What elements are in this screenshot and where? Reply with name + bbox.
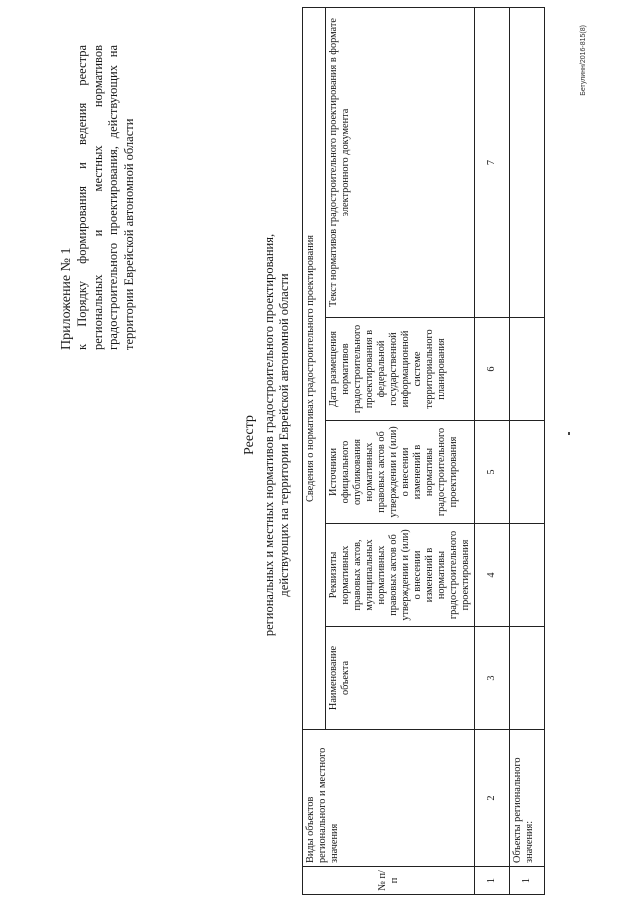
column-number: 1	[475, 867, 510, 895]
table-cell-empty	[510, 627, 545, 730]
document-subtitle-line-2: действующих на территории Еврейской автономной области	[276, 273, 291, 597]
document-subtitle-line-1: региональных и местных нормативов градостроительного проектирования,	[262, 233, 276, 637]
column-number: 2	[475, 730, 510, 867]
header-fgis-date: Дата размещения нормативов градостроительного проектирования в федеральной государственной информационной системе территориального планирования	[326, 318, 475, 421]
appendix-title: Приложение № 1	[59, 247, 74, 350]
table-cell-empty	[510, 318, 545, 421]
document-title-block	[240, 75, 291, 795]
column-number: 7	[475, 8, 510, 318]
table-row	[510, 8, 545, 895]
column-number: 6	[475, 318, 510, 421]
appendix-text: к Порядку формирования и ведения реестра региональных и местных нормативов градостроительного проектирования, действующих на территории Еврейской автономной области	[75, 45, 136, 350]
column-number-row	[475, 8, 510, 895]
header-info-group: Сведения о нормативах градостроительного проектирования	[303, 8, 326, 730]
table-cell-empty	[510, 421, 545, 524]
column-number: 3	[475, 627, 510, 730]
scan-speck	[568, 432, 570, 435]
header-object-kinds: Виды объектов регионального и местного значения	[303, 730, 475, 867]
header-requisites: Реквизиты нормативных правовых актов, муниципальных нормативных правовых актов об утверждении и (или) о внесении изменений в нормативы градостроительного проектирования	[326, 524, 475, 627]
header-electronic-text: Текст нормативов градостроительного проектирования в формате электронного документа	[326, 8, 475, 318]
document-title: Реестр	[242, 415, 257, 455]
row-object-kind: Объекты регионального значения:	[510, 730, 545, 867]
table-cell-empty	[510, 524, 545, 627]
row-number: 1	[510, 867, 545, 895]
footer-code: Бетулинн/2016-815(8)	[580, 25, 587, 96]
column-number: 5	[475, 421, 510, 524]
registry-table	[302, 7, 545, 895]
header-sources: Источники официального опубликования нормативных правовых актов об утверждении и (или) о внесении изменений в нормативы градостроительного проектирования	[326, 421, 475, 524]
table-cell-empty	[510, 8, 545, 318]
table-header-row-top	[303, 8, 326, 895]
appendix-block	[58, 45, 137, 350]
header-object-name: Наименование объекта	[326, 627, 475, 730]
column-number: 4	[475, 524, 510, 627]
header-num: № п/п	[303, 867, 475, 895]
